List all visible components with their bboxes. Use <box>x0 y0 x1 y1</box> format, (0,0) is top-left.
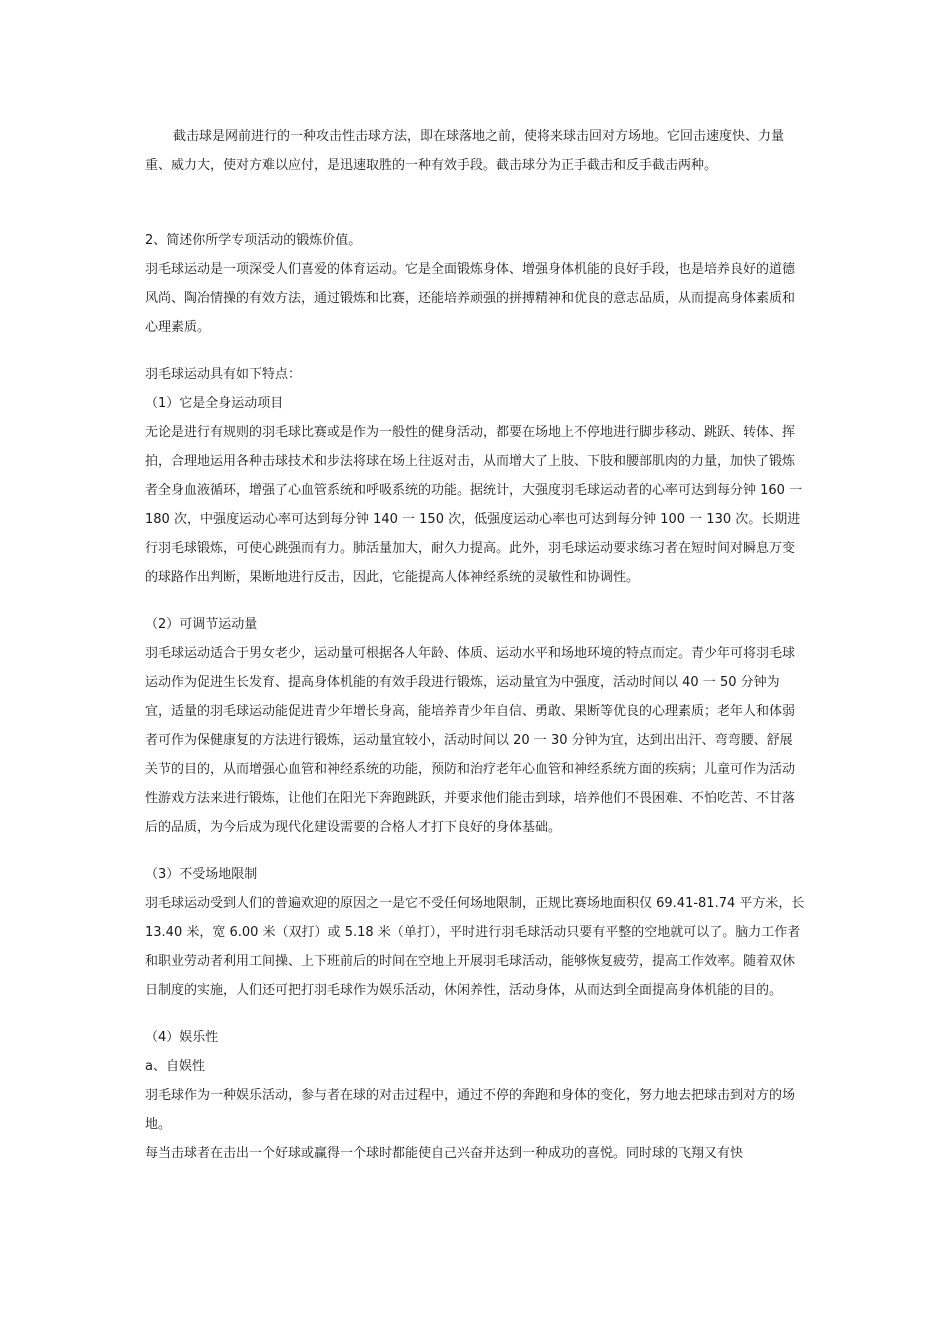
question-heading: 2、简述你所学专项活动的锻炼价值。 <box>145 233 362 248</box>
feature-3-title: （3）不受场地限制 <box>145 867 258 882</box>
spacer <box>145 342 805 360</box>
feature-2-title: （2）可调节运动量 <box>145 617 258 632</box>
feature-4a-body-1: 羽毛球作为一种娱乐活动，参与者在球的对击过程中，通过不停的奔跑和身体的变化，努力地去把球击到对方的场地。 <box>145 1088 796 1132</box>
feature-1-body: 无论是进行有规则的羽毛球比赛或是作为一般性的健身活动，都要在场地上不停地进行脚步移动、跳跃、转体、挥拍，合理地运用各种击球技术和步法将球在场上往返对击，从而增大了上肢、下肢和腰部肌肉的力量，加快了锻炼者全身血液循环，增强了心血管系统和呼吸系统的功能。据统计，大强度羽毛球运动者的心率可达到每分钟 160 一 180 次，中强度运动心率可达到每分钟 140 一 150 次，低强度运动心率也可达到每分钟 100 一 130 次。长期进行羽毛球锻炼，可使心跳强而有力。肺活量加大，耐久力提高。此外，羽毛球运动要求练习者在短时间对瞬息万变的球路作出判断，果断地进行反击，因此，它能提高人体神经系统的灵敏性和协调性。 <box>145 425 803 585</box>
feature-4a-title: a、自娱性 <box>145 1059 205 1074</box>
feature-2-body: 羽毛球运动适合于男女老少，运动量可根据各人年龄、体质、运动水平和场地环境的特点而定。青少年可将羽毛球运动作为促进生长发育、提高身体机能的有效手段进行锻炼，运动量宜为中强度，活动时间以 40 一 50 分钟为宜，适量的羽毛球运动能促进青少年增长身高，能培养青少年自信、勇敢、果断等优良的心理素质；老年人和体弱者可作为保健康复的方法进行锻炼，运动量宜较小，活动时间以 20 一 30 分钟为宜，达到出出汗、弯弯腰、舒展关节的目的，从而增强心血管和神经系统的功能，预防和治疗老年心血管和神经系统方面的疾病；儿童可作为活动性游戏方法来进行锻炼，让他们在阳光下奔跑跳跃，并要求他们能击到球，培养他们不畏困难、不怕吃苦、不甘落后的品质，为今后成为现代化建设需要的合格人才打下良好的身体基础。 <box>145 646 796 835</box>
overview-paragraph: 羽毛球运动是一项深受人们喜爱的体育运动。它是全面锻炼身体、增强身体机能的良好手段，也是培养良好的道德风尚、陶冶情操的有效方法，通过锻炼和比赛，还能培养顽强的拼搏精神和优良的意志品质，从而提高身体素质和心理素质。 <box>145 262 796 335</box>
document-page <box>145 122 805 1168</box>
feature-4a-body-2: 每当击球者在击出一个好球或赢得一个球时都能使自己兴奋并达到一种成功的喜悦。同时球的飞翔又有快 <box>145 1146 744 1161</box>
spacer <box>145 180 805 226</box>
feature-4-title: （4）娱乐性 <box>145 1030 219 1045</box>
spacer <box>145 592 805 610</box>
feature-3-body: 羽毛球运动受到人们的普遍欢迎的原因之一是它不受任何场地限制，正规比赛场地面积仅 69.41-81.74 平方米，长 13.40 米，宽 6.00 米（双打）或 5.18 米（单打），平时进行羽毛球活动只要有平整的空地就可以了。脑力工作者和职业劳动者利用工间操、上下班前后的时间在空地上开展羽毛球活动，能够恢复疲劳，提高工作效率。随着双休日制度的实施，人们还可把打羽毛球作为娱乐活动，休闲养性，活动身体，从而达到全面提高身体机能的目的。 <box>145 896 805 998</box>
features-intro: 羽毛球运动具有如下特点： <box>145 367 302 382</box>
feature-1-title: （1）它是全身运动项目 <box>145 396 284 411</box>
smash-description: 截击球是网前进行的一种攻击性击球方法，即在球落地之前，使将来球击回对方场地。它回击速度快、力量重、威力大，使对方难以应付，是迅速取胜的一种有效手段。截击球分为正手截击和反手截击两种。 <box>145 129 785 173</box>
spacer <box>145 842 805 860</box>
spacer <box>145 1005 805 1023</box>
